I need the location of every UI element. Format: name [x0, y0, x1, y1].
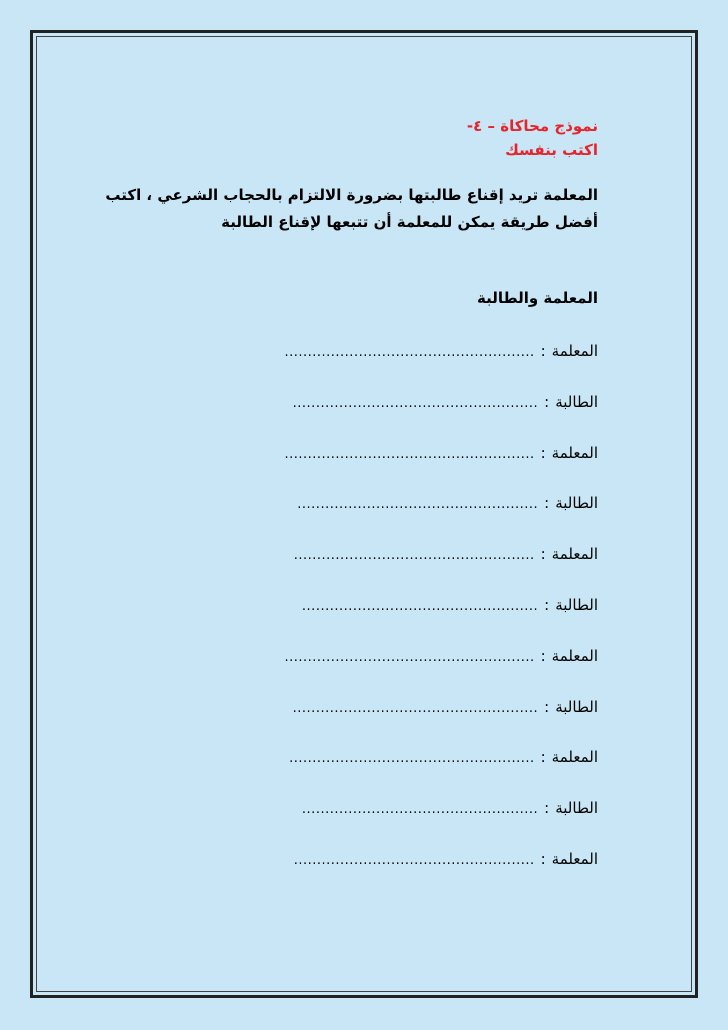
dialog-line	[302, 596, 598, 614]
dialog-speaker: الطالبة	[555, 697, 598, 716]
dialog-line	[294, 850, 598, 868]
dialog-speaker: الطالبة	[555, 392, 598, 411]
dialog-speaker: الطالبة	[555, 799, 598, 818]
dialog-separator: :	[540, 545, 546, 564]
dialog-separator: :	[544, 697, 550, 716]
dialog-speaker: المعلمة	[551, 545, 598, 564]
answer-blank: ......................................................	[284, 345, 535, 360]
dialog-speaker: المعلمة	[551, 748, 598, 767]
prompt-line-1: المعلمة تريد إقناع طالبتها بضرورة الالتزام بالحجاب الشرعي ، اكتب	[105, 186, 598, 204]
dialog-speaker: المعلمة	[551, 646, 598, 665]
answer-blank: ....................................................	[293, 548, 535, 564]
dialog-line	[302, 799, 598, 817]
answer-blank: .....................................................	[289, 751, 535, 767]
dialog-speaker: المعلمة	[551, 850, 598, 868]
dialog-separator: :	[544, 392, 550, 411]
worksheet-subtitle: اكتب بنفسك	[505, 141, 598, 159]
dialog-speaker: الطالبة	[555, 596, 598, 614]
dialog-separator: :	[540, 748, 546, 767]
dialog-separator: :	[540, 850, 546, 868]
dialog-line	[284, 444, 598, 462]
answer-blank: ......................................................	[284, 649, 535, 665]
dialog-speaker: الطالبة	[555, 494, 598, 513]
answer-blank: ...................................................	[301, 802, 539, 818]
answer-blank: .....................................................	[292, 395, 539, 411]
dialog-speaker: المعلمة	[551, 443, 598, 462]
answer-blank: ...................................................	[301, 599, 539, 614]
answer-blank: ....................................................	[293, 853, 535, 868]
answer-blank: ......................................................	[284, 446, 535, 462]
dialog-line	[293, 393, 598, 411]
dialog-separator: :	[544, 494, 550, 513]
dialog-heading: المعلمة والطالبة	[477, 289, 598, 307]
answer-blank: .....................................................	[292, 700, 539, 716]
dialog-separator: :	[540, 342, 546, 360]
page-border-inner	[36, 36, 692, 992]
worksheet-title: نموذج محاكاة – ٤-	[466, 117, 598, 135]
dialog-separator: :	[544, 596, 550, 614]
answer-blank: ....................................................	[297, 497, 539, 513]
dialog-line	[284, 342, 598, 360]
dialog-separator: :	[540, 646, 546, 665]
dialog-speaker: المعلمة	[551, 342, 598, 360]
dialog-separator: :	[540, 443, 546, 462]
dialog-line	[284, 647, 598, 665]
dialog-line	[293, 698, 598, 716]
dialog-line	[294, 545, 598, 563]
dialog-line	[297, 494, 598, 512]
dialog-separator: :	[544, 799, 550, 818]
prompt-line-2: أفضل طريقة يمكن للمعلمة أن تتبعها لإقناع الطالبة	[221, 213, 598, 231]
dialog-line	[289, 748, 598, 766]
